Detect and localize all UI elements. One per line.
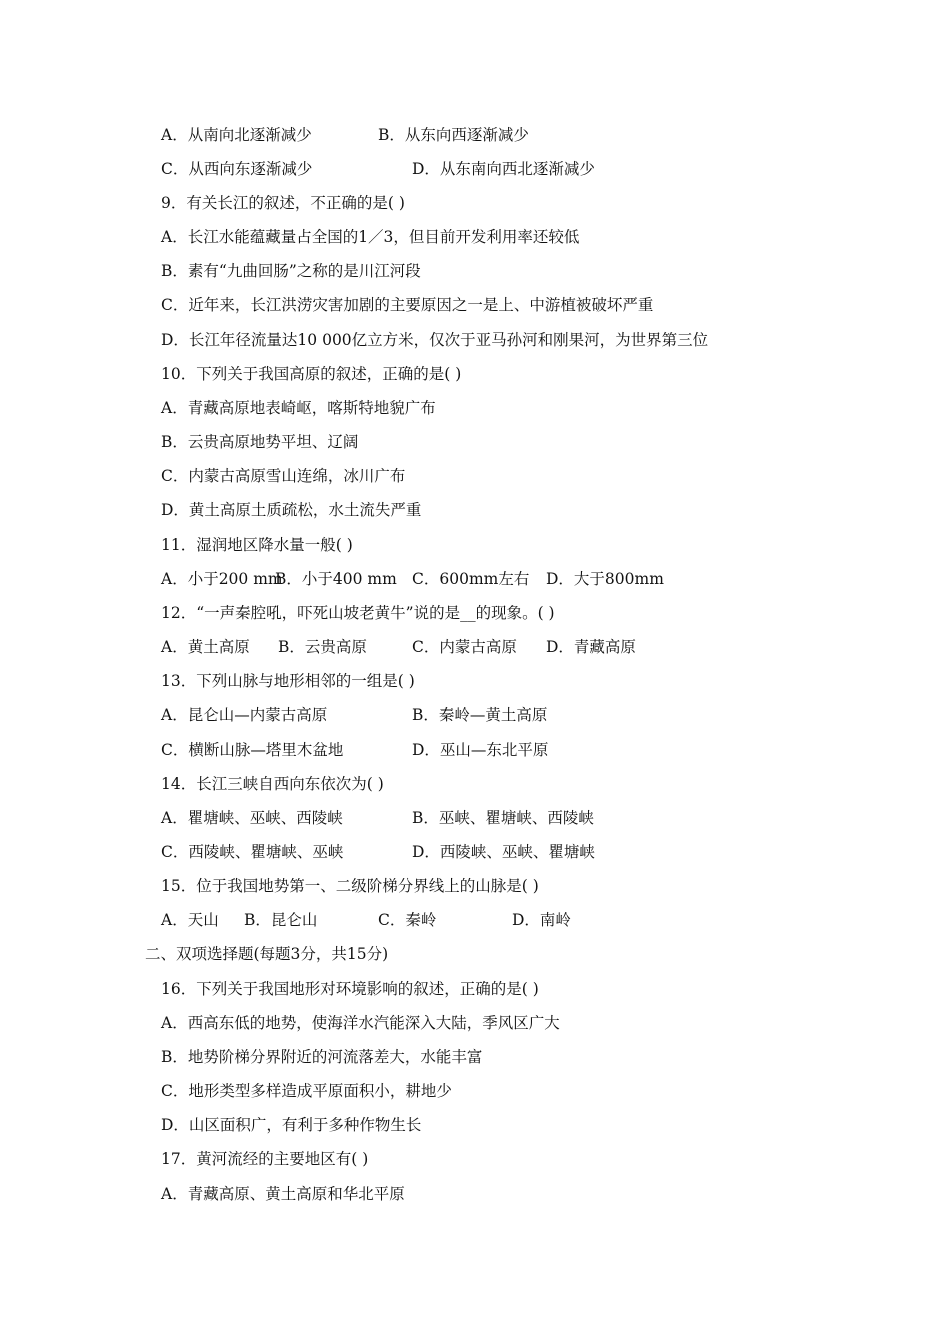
q16-option-b: B．地势阶梯分界附近的河流落差大，水能丰富 — [161, 1048, 483, 1066]
q15-option-a: A．天山 — [161, 911, 219, 929]
q13-stem: 13．下列山脉与地形相邻的一组是( ) — [161, 672, 415, 690]
q16-option-a: A．西高东低的地势，使海洋水汽能深入大陆，季风区广大 — [161, 1014, 560, 1032]
q14-option-d: D．西陵峡、巫峡、瞿塘峡 — [412, 843, 595, 861]
q10-stem: 10．下列关于我国高原的叙述，正确的是( ) — [161, 365, 462, 383]
q11-stem: 11．湿润地区降水量一般( ) — [161, 536, 353, 554]
q11-option-b: B．小于400 mm — [275, 570, 397, 588]
section-heading: 二、双项选择题(每题3分，共15分) — [145, 945, 389, 963]
q10-option-d: D．黄土高原土质疏松，水土流失严重 — [161, 501, 422, 519]
q14-option-a: A．瞿塘峡、巫峡、西陵峡 — [161, 809, 343, 827]
q11-option-d: D．大于800mm — [546, 570, 664, 588]
q9-option-d: D．长江年径流量达10 000亿立方米，仅次于亚马孙河和刚果河，为世界第三位 — [161, 331, 709, 349]
q14-option-c: C．西陵峡、瞿塘峡、巫峡 — [161, 843, 344, 861]
q13-option-a: A．昆仑山—内蒙古高原 — [161, 706, 328, 724]
q13-option-c: C．横断山脉—塔里木盆地 — [161, 741, 344, 759]
q15-option-b: B．昆仑山 — [244, 911, 318, 929]
q15-stem: 15．位于我国地势第一、二级阶梯分界线上的山脉是( ) — [161, 877, 539, 895]
q17-stem: 17．黄河流经的主要地区有( ) — [161, 1150, 369, 1168]
q15-option-c: C．秦岭 — [378, 911, 437, 929]
q10-option-a: A．青藏高原地表崎岖，喀斯特地貌广布 — [161, 399, 436, 417]
q16-option-c: C．地形类型多样造成平原面积小，耕地少 — [161, 1082, 452, 1100]
q9-option-b: B．素有“九曲回肠”之称的是川江河段 — [161, 262, 421, 280]
q11-option-a: A．小于200 mm — [161, 570, 283, 588]
q12-option-c: C．内蒙古高原 — [412, 638, 517, 656]
q8-option-c: C．从西向东逐渐减少 — [161, 160, 313, 178]
q10-option-c: C．内蒙古高原雪山连绵，冰川广布 — [161, 467, 406, 485]
q12-stem: 12．“一声秦腔吼，吓死山坡老黄牛”说的是__的现象。( ) — [161, 604, 555, 622]
q16-stem: 16．下列关于我国地形对环境影响的叙述，正确的是( ) — [161, 980, 539, 998]
q9-option-a: A．长江水能蕴藏量占全国的1／3，但目前开发利用率还较低 — [161, 228, 580, 246]
q9-stem: 9．有关长江的叙述，不正确的是( ) — [161, 194, 405, 212]
q12-option-a: A．黄土高原 — [161, 638, 250, 656]
q14-stem: 14．长江三峡自西向东依次为( ) — [161, 775, 384, 793]
q13-option-b: B．秦岭—黄土高原 — [412, 706, 548, 724]
q9-option-c: C．近年来，长江洪涝灾害加剧的主要原因之一是上、中游植被破坏严重 — [161, 296, 654, 314]
q8-option-a: A．从南向北逐渐减少 — [161, 126, 312, 144]
q14-option-b: B．巫峡、瞿塘峡、西陵峡 — [412, 809, 594, 827]
q16-option-d: D．山区面积广，有利于多种作物生长 — [161, 1116, 422, 1134]
q8-option-d: D．从东南向西北逐渐减少 — [412, 160, 595, 178]
q10-option-b: B．云贵高原地势平坦、辽阔 — [161, 433, 359, 451]
q12-option-b: B．云贵高原 — [278, 638, 367, 656]
q13-option-d: D．巫山—东北平原 — [412, 741, 549, 759]
q11-option-c: C．600mm左右 — [412, 570, 530, 588]
q17-option-a: A．青藏高原、黄土高原和华北平原 — [161, 1185, 405, 1203]
q15-option-d: D．南岭 — [512, 911, 571, 929]
q8-option-b: B．从东向西逐渐减少 — [378, 126, 529, 144]
q12-option-d: D．青藏高原 — [546, 638, 636, 656]
